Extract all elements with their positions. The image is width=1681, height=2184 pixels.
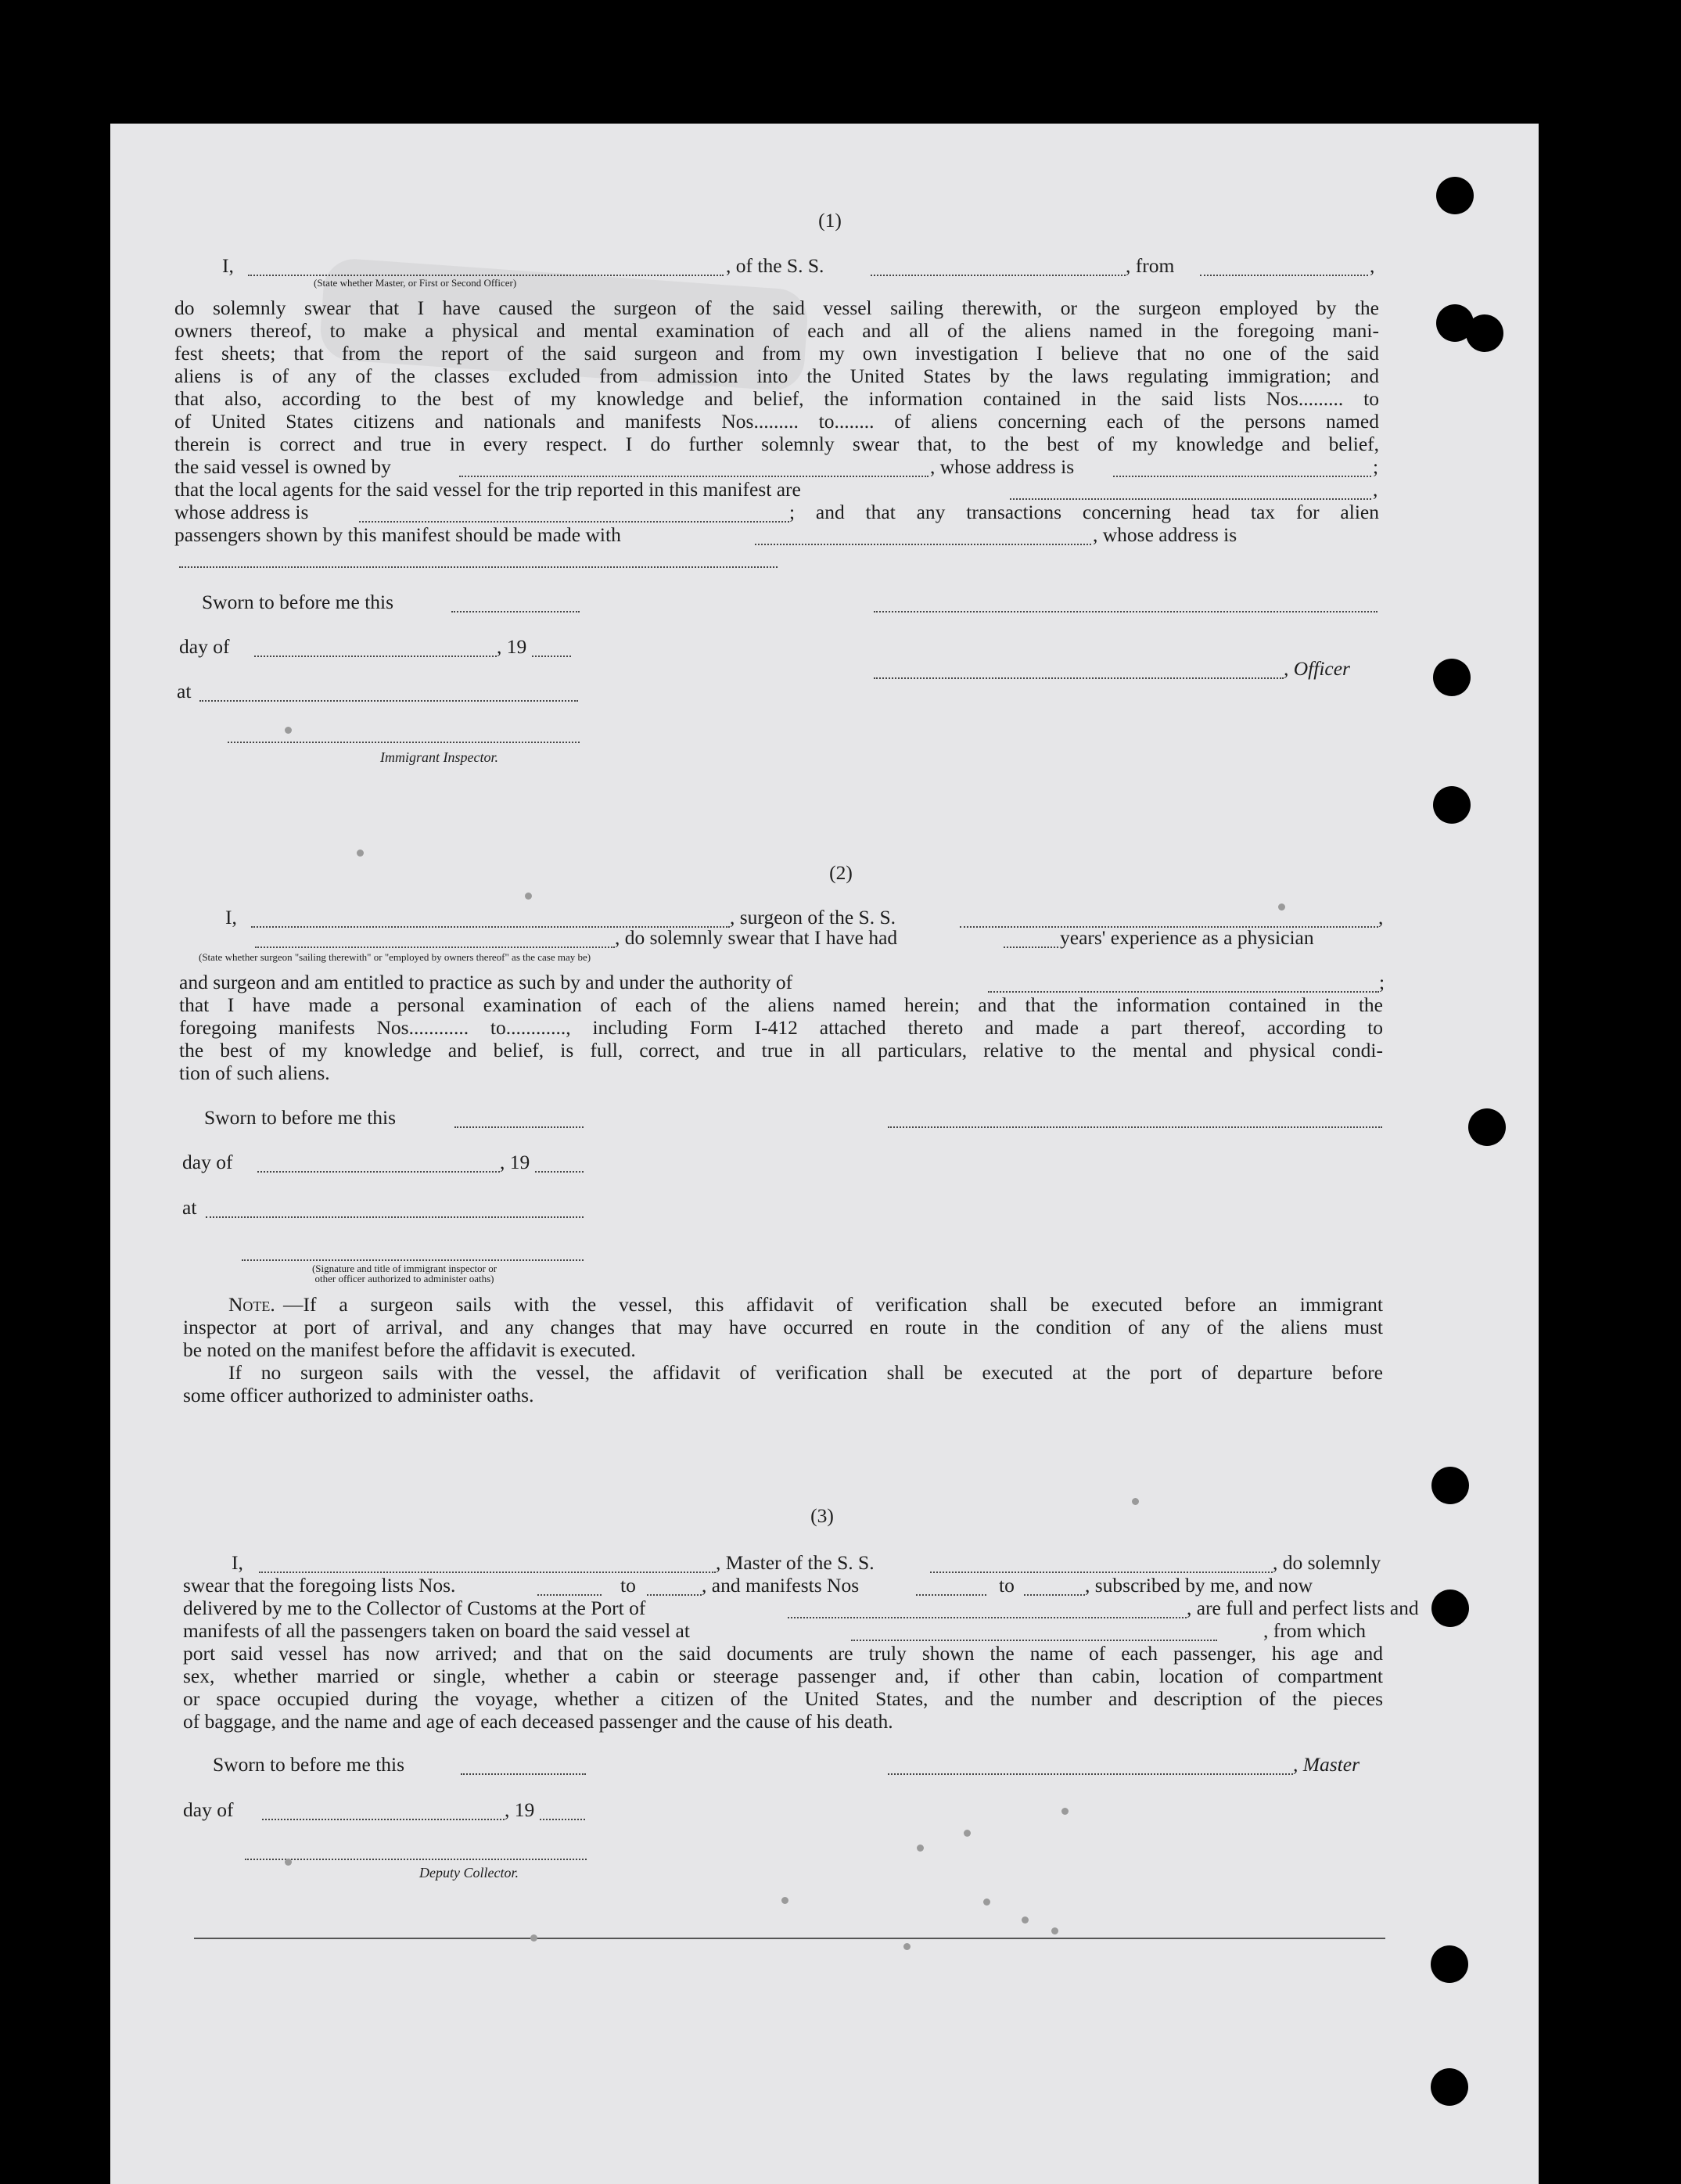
s1-year-blank [532, 656, 571, 657]
section-3-number: (3) [810, 1504, 834, 1527]
s1-para-line: do solemnly swear that I have caused the surgeon of the said vessel sailing therewith, or the surgeon employed by the [174, 296, 1379, 319]
section-2-number: (2) [829, 861, 853, 884]
s3-master-sig-blank [888, 1773, 1293, 1775]
s2-last-line: tion of such aliens. [179, 1061, 330, 1084]
s1-day-blank [254, 656, 497, 657]
s2-surgeon-note: (State whether surgeon "sailing therewith" or "employed by owners thereof" as the case may be) [199, 951, 591, 963]
s3-from-which: , from which [1263, 1619, 1367, 1642]
scan-speck [525, 893, 532, 900]
scan-speck [285, 1859, 292, 1866]
s2-at-blank [206, 1216, 584, 1218]
s1-agents-address-blank [359, 521, 789, 523]
s2-sworn: Sworn to before me this [204, 1106, 397, 1129]
s3-manifests-label: , and manifests Nos [702, 1574, 860, 1597]
s2-at: at [182, 1196, 197, 1219]
s2-sworn-blank [454, 1126, 584, 1128]
s1-comma: , [1373, 478, 1378, 501]
s1-from-blank [1200, 275, 1368, 276]
s1-owner-blank [459, 476, 929, 477]
s2-year: , 19 [500, 1151, 530, 1173]
note-line-4: If no surgeon sails with the vessel, the affidavit of verification shall be executed at the port of departure before [228, 1361, 1383, 1384]
s2-i: I, [225, 906, 237, 929]
s2-inspector-sig-blank [242, 1259, 584, 1261]
s1-at: at [177, 680, 192, 702]
s2-years-label: years' experience as a physician [1060, 926, 1314, 949]
s1-whose-address-label: whose address is [174, 501, 309, 523]
s3-manifests-all: manifests of all the passengers taken on board the said vessel at [183, 1619, 690, 1642]
s3-master-label: , Master of the S. S. [716, 1551, 875, 1574]
note-label: Note. [228, 1293, 275, 1316]
s1-officer-blank [874, 677, 1284, 679]
scan-speck [1061, 1808, 1069, 1815]
section-1-number: (1) [818, 209, 842, 232]
scan-speck [903, 1943, 911, 1950]
s1-para-line: of United States citizens and nationals and manifests Nos......... to........ of aliens concerning each of the persons named [174, 410, 1379, 433]
s1-para-line: therein is correct and true in every respect. I do further solemnly swear that, to the best of my knowledge and belief, [174, 433, 1379, 455]
scan-speck [1132, 1498, 1139, 1505]
s1-semicolon: ; [1373, 455, 1379, 478]
s2-comma: , [1378, 906, 1384, 929]
manifest-page [110, 124, 1539, 2184]
s3-lists-to-blank [647, 1594, 702, 1596]
punch-hole [1431, 1467, 1469, 1504]
s3-manifests-to-blank [1024, 1594, 1085, 1596]
s3-port-taken-blank [851, 1640, 1217, 1641]
s2-type-blank [255, 947, 615, 948]
s3-i: I, [232, 1551, 243, 1574]
s1-owner-address-label: , whose address is [930, 455, 1075, 478]
note-line: inspector at port of arrival, and any changes that may have occurred en route in the condition of any of the aliens must [183, 1316, 1383, 1338]
s2-sig-note-1: (Signature and title of immigrant inspector or [311, 1263, 497, 1274]
s1-at-blank [199, 700, 578, 702]
s3-solemnly: , do solemnly [1273, 1551, 1381, 1574]
scan-speck [1278, 903, 1285, 911]
scan-speck [530, 1934, 537, 1942]
s2-years-blank [1004, 947, 1058, 948]
s3-collector-sig-blank [245, 1859, 587, 1860]
s2-day-blank [257, 1171, 500, 1173]
s2-surgeon-label: , surgeon of the S. S. [730, 906, 896, 929]
s1-i: I, [222, 254, 234, 277]
punch-hole [1431, 1590, 1469, 1627]
s1-owner-address-blank [1113, 476, 1371, 477]
s1-para-line: aliens is of any of the classes excluded from admission into the United States by the laws regulating immigration; and [174, 365, 1379, 387]
s3-name-blank [259, 1572, 716, 1573]
punch-hole [1431, 2068, 1468, 2106]
s3-sworn: Sworn to before me this [213, 1753, 405, 1776]
s1-passengers-address: , whose address is [1093, 523, 1237, 546]
note-line-3: be noted on the manifest before the affidavit is executed. [183, 1338, 636, 1361]
s3-master-sig-label: , Master [1293, 1753, 1360, 1776]
s3-para-line: port said vessel has now arrived; and that on the said documents are truly shown the name of each passenger, his age and [183, 1642, 1383, 1665]
note-line-5: some officer authorized to administer oaths. [183, 1384, 534, 1406]
scan-speck [357, 850, 364, 857]
s1-passengers-address-blank [179, 566, 778, 568]
s1-comma: , [1370, 254, 1375, 277]
s3-delivered: delivered by me to the Collector of Customs at the Port of [183, 1597, 646, 1619]
s2-para-line: foregoing manifests Nos............ to............, including Form I-412 attached thereto and made a part thereof, according to [179, 1016, 1383, 1039]
s3-year-blank [540, 1819, 585, 1820]
s3-subscribed: , subscribed by me, and now [1085, 1574, 1313, 1597]
s2-authority-blank [988, 991, 1379, 993]
s2-para-line: that I have made a personal examination of each of the aliens named herein; and that the information contained in the [179, 993, 1383, 1016]
s2-day-of: day of [182, 1151, 233, 1173]
s1-para-line: that also, according to the best of my knowledge and belief, the information contained in the said lists Nos......... to [174, 387, 1379, 410]
s1-inspector-sig-blank [228, 742, 580, 743]
s2-year-blank [535, 1171, 584, 1173]
s3-port-blank [788, 1617, 1187, 1618]
s3-full-perfect: , are full and perfect lists and [1187, 1597, 1419, 1619]
scan-speck [964, 1830, 971, 1837]
s1-name-blank [248, 275, 724, 276]
s1-sworn-blank [451, 611, 580, 612]
scan-speck [1022, 1916, 1029, 1924]
s1-para-line: owners thereof, to make a physical and mental examination of each and all of the aliens named in the foregoing mani- [174, 319, 1379, 342]
s2-para-line: the best of my knowledge and belief, is full, correct, and true in all particulars, relative to the mental and physical condi- [179, 1039, 1383, 1061]
s1-head-tax: ; and that any transactions concerning head tax for alien [789, 501, 1379, 523]
s3-lists-label: swear that the foregoing lists Nos. [183, 1574, 456, 1597]
s3-manifests-from-blank [916, 1594, 986, 1596]
punch-hole [1468, 1108, 1506, 1146]
scan-speck [781, 1897, 788, 1904]
s1-agents-blank [1010, 498, 1371, 500]
s3-sworn-blank [461, 1773, 586, 1775]
punch-hole [1436, 177, 1474, 214]
s2-sig-note-2: other officer authorized to administer oaths) [314, 1273, 494, 1284]
s1-officer-label: , Officer [1284, 657, 1350, 680]
scan-speck [917, 1845, 924, 1852]
s3-day-of: day of [183, 1798, 234, 1821]
punch-hole [1431, 1945, 1468, 1983]
s2-solemnly: , do solemnly swear that I have had [615, 926, 898, 949]
s3-day-blank [262, 1819, 505, 1820]
s3-last-line: of baggage, and the name and age of each deceased passenger and the cause of his death. [183, 1710, 893, 1733]
s1-year: , 19 [497, 635, 527, 658]
punch-hole [1433, 659, 1471, 696]
s1-master-note: (State whether Master, or First or Second Officer) [314, 277, 517, 289]
note-line: —If a surgeon sails with the vessel, this affidavit of verification shall be executed before an immigrant [283, 1293, 1383, 1316]
s1-para-line: fest sheets; that from the report of the said surgeon and from my own investigation I believe that no one of the said [174, 342, 1379, 365]
s3-year: , 19 [505, 1798, 535, 1821]
scan-speck [983, 1898, 990, 1906]
s2-authority-label: and surgeon and am entitled to practice as such by and under the authority of [179, 971, 793, 993]
s1-agents-label: that the local agents for the said vessel for the trip reported in this manifest are [174, 478, 801, 501]
s3-to: to [620, 1574, 636, 1597]
scan-speck [285, 727, 292, 734]
s1-day-of: day of [179, 635, 230, 658]
s1-from-label: , from [1126, 254, 1175, 277]
s3-vessel-blank [930, 1572, 1273, 1573]
bottom-rule [194, 1938, 1385, 1939]
s3-lists-from-blank [537, 1594, 602, 1596]
punch-hole [1433, 786, 1471, 824]
s1-officer-sig-blank [874, 611, 1377, 612]
s1-sworn: Sworn to before me this [202, 591, 394, 613]
s3-para-line: or space occupied during the voyage, whether a citizen of the United States, and the number and description of the pieces [183, 1687, 1383, 1710]
s2-semicolon: ; [1379, 971, 1385, 993]
punch-hole [1466, 314, 1503, 352]
s1-inspector-label: Immigrant Inspector. [380, 749, 498, 765]
s1-vessel-blank [871, 275, 1126, 276]
s2-sig-blank [888, 1126, 1382, 1128]
s3-to: to [999, 1574, 1015, 1597]
s3-para-line: sex, whether married or single, whether a cabin or steerage passenger and, if other than cabin, location of compartment [183, 1665, 1383, 1687]
s3-collector-label: Deputy Collector. [419, 1865, 519, 1880]
scan-speck [1051, 1927, 1058, 1934]
s1-passengers-label: passengers shown by this manifest should be made with [174, 523, 621, 546]
s1-owned-label: the said vessel is owned by [174, 455, 391, 478]
s1-vessel-label: , of the S. S. [726, 254, 824, 277]
s1-passengers-blank [755, 544, 1091, 545]
